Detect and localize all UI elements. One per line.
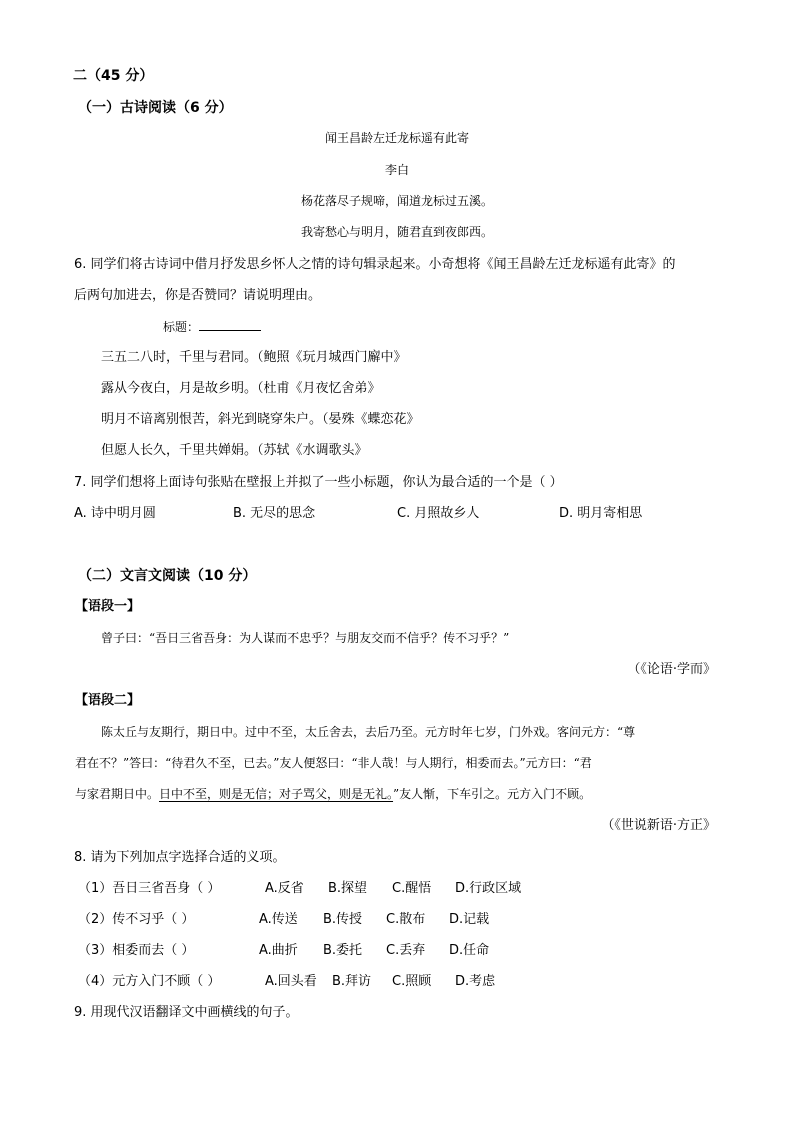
q8-item-2-opt-a[interactable]: A.传送 <box>259 912 298 927</box>
quote-2 <box>101 382 381 395</box>
part1-heading: （一）古诗阅读（6 分） <box>78 100 233 116</box>
q8-text: 8. 请为下列加点字选择合适的义项。 <box>74 850 286 865</box>
seg2-source: （《世说新语·方正》 <box>601 818 716 833</box>
q7-option-d[interactable]: D. 明月寄相思 <box>559 506 643 521</box>
q8-item-1-opt-b[interactable]: B.探望 <box>328 881 368 896</box>
quote-3 <box>101 413 420 426</box>
poem-author: 李白 <box>384 163 409 177</box>
quote-3-source: （晏殊《蝶恋花》 <box>322 412 420 427</box>
poem-line-2: 我寄愁心与明月，随君直到夜郎西。 <box>300 225 493 239</box>
seg1-text: 曾子曰：“吾日三省吾身：为人谋而不忠乎？与朋友交而不信乎？传不习乎？” <box>101 631 510 645</box>
quote-4 <box>101 444 368 457</box>
q8-item-2-opt-b[interactable]: B.传授 <box>323 912 363 927</box>
poem-line-1: 杨花落尽子规啼，闻道龙标过五溪。 <box>300 194 493 208</box>
seg2-line-3 <box>75 788 591 800</box>
q6-text-1: 6. 同学们将古诗词中借月抒发思乡怀人之情的诗句辑录起来。小奇想将《闻王昌龄左迁龙标遥有此寄》的 <box>74 257 676 272</box>
title-label: 标题： <box>163 320 200 334</box>
q8-item-3-opt-c[interactable]: C.丢弃 <box>386 943 426 958</box>
q8-item-4-stem: （4）元方入门不顾（ ） <box>78 974 221 989</box>
q8-item-2-opt-c[interactable]: C.散布 <box>386 912 426 927</box>
q8-item-1-opt-a[interactable]: A.反省 <box>265 881 304 896</box>
q8-item-1-stem: （1）吾日三省吾身（ ） <box>78 881 221 896</box>
quote-4-source: （苏轼《水调歌头》 <box>257 443 368 458</box>
seg1-source: （《论语·学而》 <box>627 662 716 677</box>
seg2-label: 【语段二】 <box>75 693 141 708</box>
q7-option-c[interactable]: C. 月照故乡人 <box>397 506 480 521</box>
q8-item-4-opt-a[interactable]: A.回头看 <box>265 974 317 989</box>
q8-item-3-opt-d[interactable]: D.任命 <box>449 943 490 958</box>
q7-text: 7. 同学们想将上面诗句张贴在壁报上并拟了一些小标题，你认为最合适的一个是（ ） <box>74 475 563 490</box>
quote-3-line: 明月不谙离别恨苦，斜光到晓穿朱户。 <box>101 412 323 427</box>
q8-item-3-opt-a[interactable]: A.曲折 <box>259 943 298 958</box>
q8-item-2-opt-d[interactable]: D.记载 <box>449 912 490 927</box>
seg2-line-1: 陈太丘与友期行，期日中。过中不至，太丘舍去，去后乃至。元方时年七岁，门外戏。客问元方：“尊 <box>101 725 636 739</box>
q8-item-2-stem: （2）传不习乎（ ） <box>78 912 195 927</box>
q9-text: 9. 用现代汉语翻译文中画横线的句子。 <box>74 1005 299 1020</box>
q8-item-1-opt-d[interactable]: D.行政区域 <box>455 881 522 896</box>
q8-item-4-opt-d[interactable]: D.考虑 <box>455 974 496 989</box>
quote-2-source: （杜甫《月夜忆舍弟》 <box>257 381 381 396</box>
section-title: 二（45 分） <box>73 68 154 84</box>
q8-item-4-opt-c[interactable]: C.照顾 <box>392 974 432 989</box>
q7-option-a[interactable]: A. 诗中明月圆 <box>74 506 156 521</box>
underlined-sentence: 日中不至，则是无信；对子骂父，则是无礼。 <box>159 787 394 801</box>
seg2-line-3-start: 与家君期日中。 <box>75 787 160 801</box>
seg2-line-3-end: ”友人惭，下车引之。元方入门不顾。 <box>393 787 592 801</box>
q6-text-2: 后两句加进去，你是否赞同？请说明理由。 <box>74 288 322 303</box>
quote-1 <box>101 351 407 364</box>
q8-item-4-opt-b[interactable]: B.拜访 <box>332 974 372 989</box>
q8-item-1-opt-c[interactable]: C.醒悟 <box>392 881 432 896</box>
quote-1-source: （鲍照《玩月城西门廨中》 <box>257 350 407 365</box>
seg2-line-2: 君在不？”答曰：“待君久不至，已去。”友人便怒曰：“非人哉！与人期行，相委而去。”元方曰：“君 <box>75 756 592 770</box>
part2-heading: （二）文言文阅读（10 分） <box>78 568 257 584</box>
quote-4-line: 但愿人长久，千里共婵娟。 <box>101 443 258 458</box>
poem-title: 闻王昌龄左迁龙标遥有此寄 <box>324 131 469 145</box>
q7-option-b[interactable]: B. 无尽的思念 <box>233 506 316 521</box>
title-field <box>163 320 261 333</box>
quote-1-line: 三五二八时，千里与君同。 <box>101 350 258 365</box>
q8-item-3-opt-b[interactable]: B.委托 <box>323 943 363 958</box>
seg1-label: 【语段一】 <box>75 599 141 614</box>
quote-2-line: 露从今夜白，月是故乡明。 <box>101 381 258 396</box>
title-blank[interactable] <box>199 320 261 331</box>
q8-item-3-stem: （3）相委而去（ ） <box>78 943 195 958</box>
